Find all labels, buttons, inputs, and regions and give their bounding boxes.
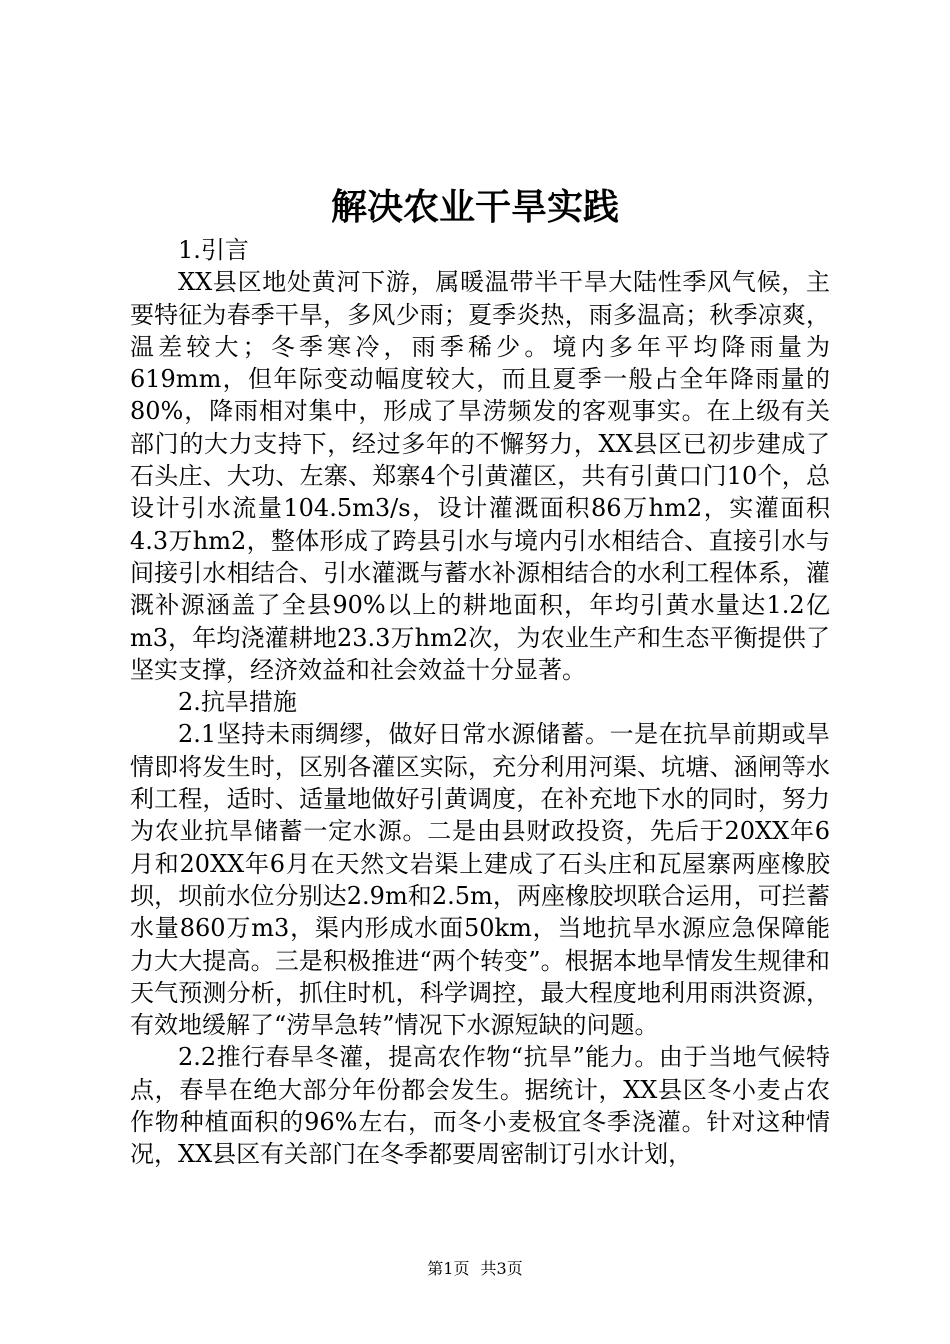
document-title: 解决农业干旱实践	[330, 187, 619, 228]
section-heading-measures: 2.抗旱措施	[178, 688, 297, 717]
paragraph-measure-2-2: 2.2推行春旱冬灌，提高农作物“抗旱”能力。由于当地气候特点，春旱在绝大部分年份都会发生。据统计，XX县区冬小麦占农作物种植面积的96%左右，而冬小麦极宜冬季浇灌。针对这种情况，XX县区有关部门在冬季都要周密制订引水计划，	[130, 1043, 830, 1169]
page-number: 第1页	[427, 1259, 470, 1278]
section-heading-intro: 1.引言	[178, 236, 249, 264]
paragraph-intro: XX县区地处黄河下游，属暖温带半干旱大陆性季风气候，主要特征为春季干旱，多风少雨；夏季炎热，雨多温高；秋季凉爽，温差较大；冬季寒冷，雨季稀少。境内多年平均降雨量为619mm，但年际变动幅度较大，而且夏季一般占全年降雨量的80%，降雨相对集中，形成了旱涝频发的客观事实。在上级有关部门的大力支持下，经过多年的不懈努力，XX县区已初步建成了石头庄、大功、左寨、郑寨4个引黄灌区，共有引黄口门10个，总设计引水流量104.5m3/s，设计灌溉面积86万hm2，实灌面积4.3万hm2，整体形成了跨县引水与境内引水相结合、直接引水与间接引水相结合、引水灌溉与蓄水补源相结合的水利工程体系，灌溉补源涵盖了全县90%以上的耕地面积，年均引黄水量达1.2亿m3，年均浇灌耕地23.3万hm2次，为农业生产和生态平衡提供了坚实支撑，经济效益和社会效益十分显著。	[130, 268, 830, 684]
paragraph-measure-2-1: 2.1坚持未雨绸缪，做好日常水源储蓄。一是在抗旱前期或旱情即将发生时，区别各灌区实际，充分利用河渠、坑塘、涵闸等水利工程，适时、适量地做好引黄调度，在补充地下水的同时，努力为农业抗旱储蓄一定水源。二是由县财政投资，先后于20XX年6月和20XX年6月在天然文岩渠上建成了石头庄和瓦屋寨两座橡胶坝，坝前水位分别达2.9m和2.5m，两座橡胶坝联合运用，可拦蓄水量860万m3，渠内形成水面50km，当地抗旱水源应急保障能力大大提高。三是积极推进“两个转变”。根据本地旱情发生规律和天气预测分析，抓住时机，科学调控，最大程度地利用雨洪资源，有效地缓解了“涝旱急转”情况下水源短缺的问题。	[130, 720, 830, 1040]
page-total: 共3页	[480, 1259, 523, 1278]
document-body	[130, 234, 830, 1171]
page-footer	[0, 1258, 950, 1280]
